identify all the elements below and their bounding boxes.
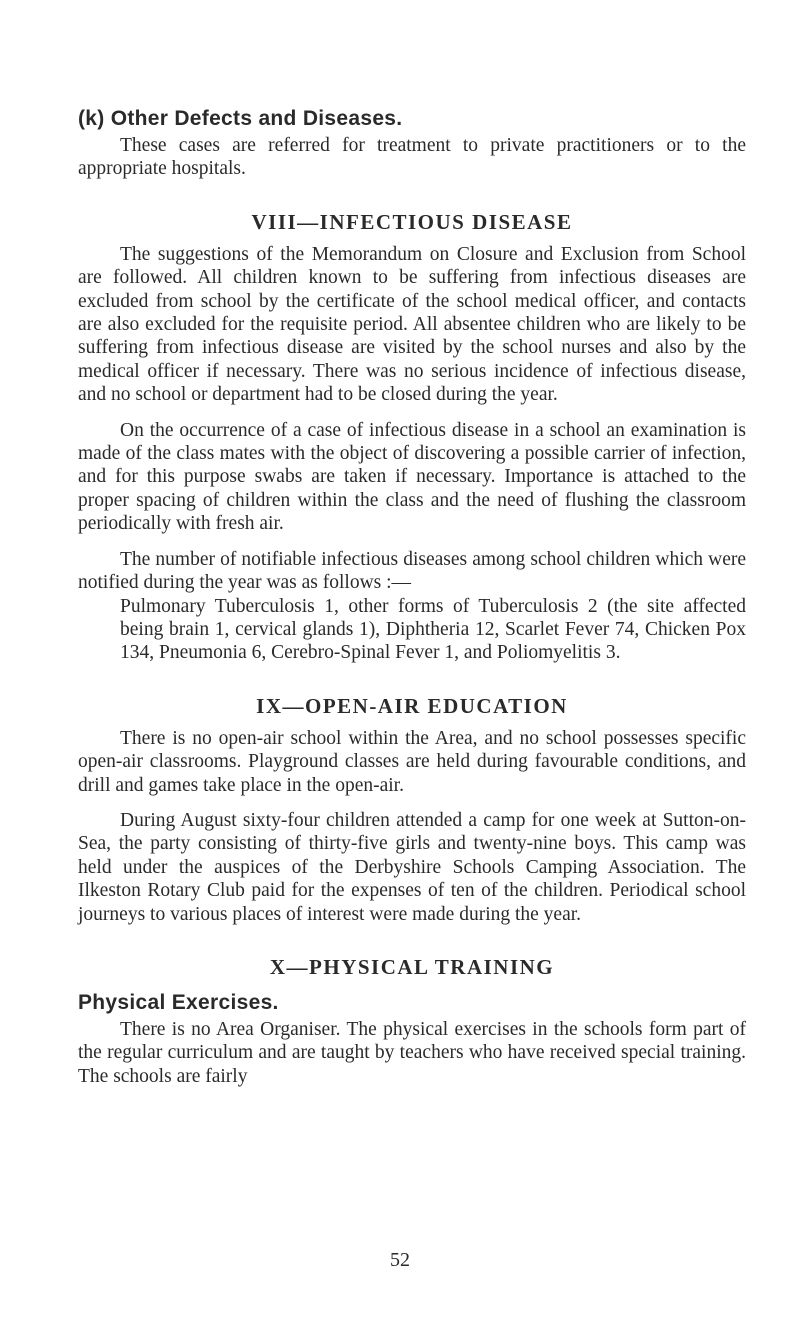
- infectious-paragraph-1: The suggestions of the Memorandum on Closure and Exclusion from School are followed. All children known to be suffering from infectious diseases are excluded from school by the certificate of the school medical officer, and contacts are also excluded for the requisite period. All absentee children who are likely to be suffering from infectious disease are visited by the school nurses and also by the medical officer if necessary. There was no serious incidence of infectious disease, and no school or department had to be closed during the year.: [78, 243, 746, 406]
- document-page: [78, 104, 746, 1088]
- open-air-paragraph-2: During August sixty-four children attended a camp for one week at Sutton-on-Sea, the party consisting of thirty-five girls and twenty-nine boys. This camp was held under the auspices of the Derbyshire Schools Camping Association. The Ilkeston Rotary Club paid for the expenses of ten of the children. Periodical school journeys to various places of interest were made during the year.: [78, 809, 746, 925]
- notifiable-disease-list: Pulmonary Tuberculosis 1, other forms of Tuberculosis 2 (the site affected being brain 1, cervical glands 1), Diphtheria 12, Scarlet Fever 74, Chicken Pox 134, Pneumonia 6, Cerebro-Spinal Fever 1, and Poliomyelitis 3.: [120, 595, 746, 664]
- infectious-disease-heading: VIII—INFECTIOUS DISEASE: [251, 209, 573, 234]
- infectious-paragraph-2: On the occurrence of a case of infectious disease in a school an examination is made of the class mates with the object of discovering a possible carrier of infection, and for this purpose swabs are taken if necessary. Importance is attached to the proper spacing of children within the class and the need of flushing the classroom periodically with fresh air.: [78, 419, 746, 535]
- infectious-paragraph-3: The number of notifiable infectious diseases among school children which were notified during the year was as follows :—: [78, 548, 746, 594]
- other-defects-heading: (k) Other Defects and Diseases.: [78, 107, 403, 130]
- physical-exercises-paragraph: There is no Area Organiser. The physical exercises in the schools form part of the regular curriculum and are taught by teachers who have received special training. The schools are fairly: [78, 1018, 746, 1087]
- open-air-education-heading: IX—OPEN-AIR EDUCATION: [256, 693, 568, 718]
- other-defects-paragraph: These cases are referred for treatment to private practitioners or to the appropriate hospitals.: [78, 135, 746, 180]
- page-number: 52: [390, 1249, 410, 1271]
- physical-exercises-subheading: Physical Exercises.: [78, 990, 279, 1014]
- physical-training-heading: X—PHYSICAL TRAINING: [269, 954, 555, 979]
- open-air-paragraph-1: There is no open-air school within the Area, and no school possesses specific open-air classrooms. Playground classes are held during favourable conditions, and drill and games take place in the open-air.: [78, 727, 746, 796]
